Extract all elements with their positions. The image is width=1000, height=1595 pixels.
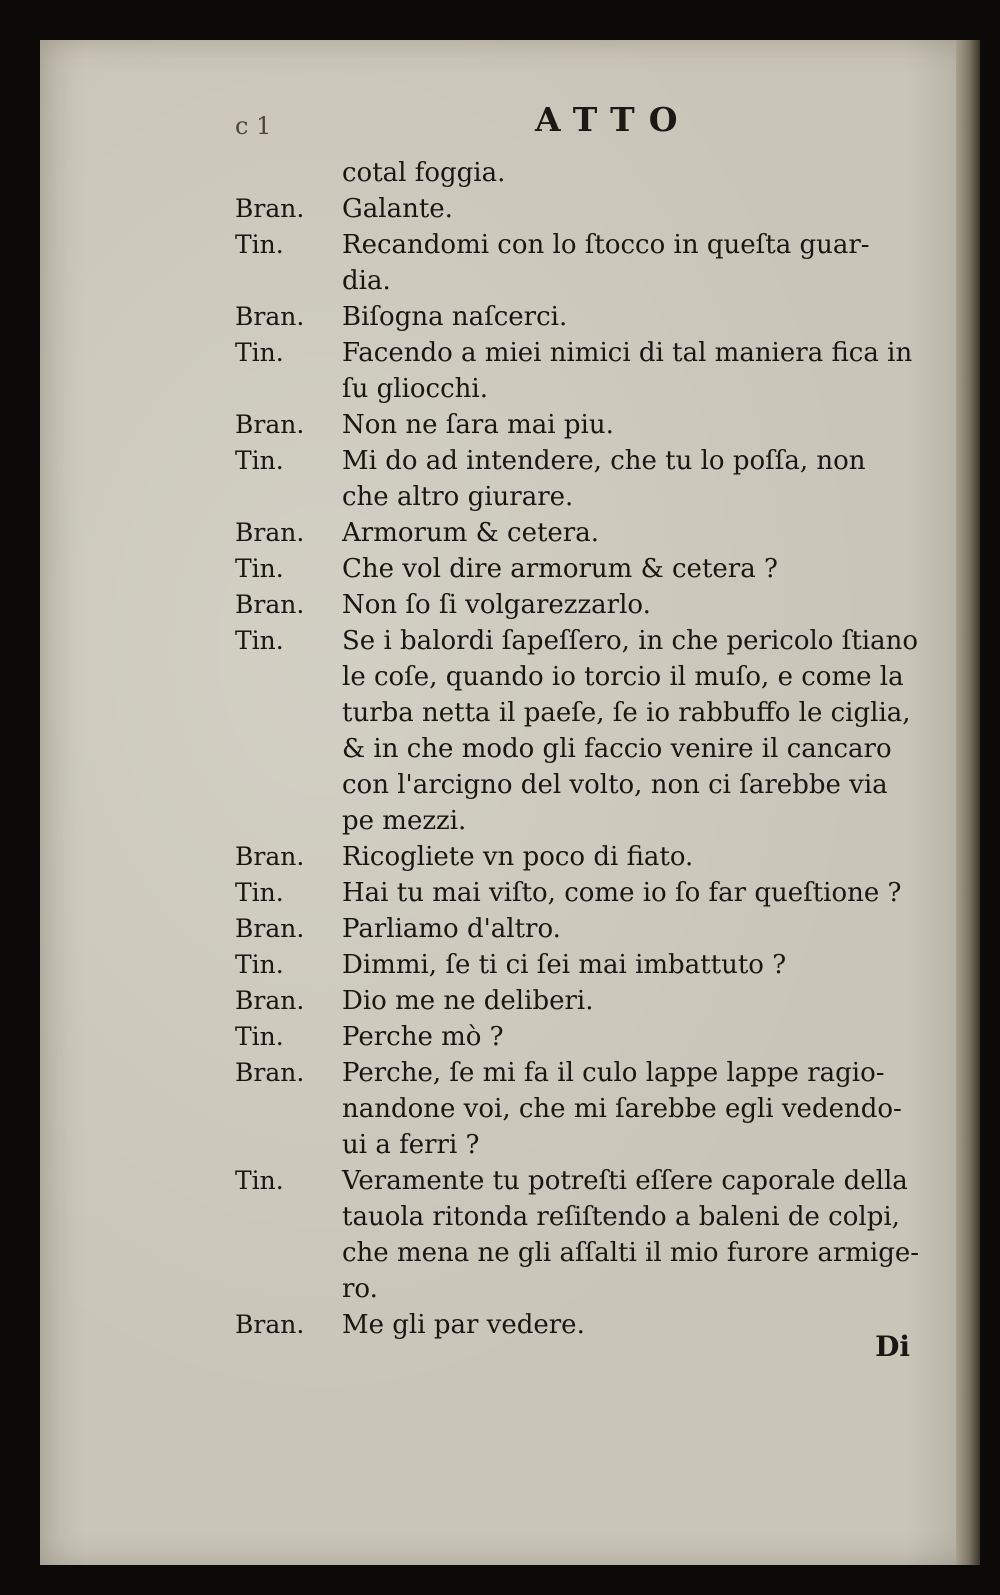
- speech-line: Se i balordi ſapeſſero, in che pericolo ſtiano: [342, 626, 918, 656]
- speaker-label: Tin.: [235, 1166, 284, 1195]
- dialogue-entry: [235, 1055, 955, 1163]
- speaker-label: Bran.: [235, 1058, 305, 1087]
- speech-text: [342, 1055, 955, 1163]
- speech-line: Recandomi con lo ſtocco in queſta guar-: [342, 230, 870, 260]
- speech-text: [342, 911, 955, 947]
- speech-line: Dio me ne deliberi.: [342, 986, 594, 1016]
- speech-text: [342, 191, 955, 227]
- dialogue-entry: [235, 551, 955, 587]
- dialogue-entry: [235, 839, 955, 875]
- speech-text: [342, 335, 955, 407]
- speech-text: [342, 947, 955, 983]
- speech-line: nandone voi, che mi ſarebbe egli vedendo-: [342, 1094, 902, 1124]
- dialogue-entry: [235, 407, 955, 443]
- dialogue-entry: [235, 515, 955, 551]
- speaker-label: Bran.: [235, 590, 305, 619]
- speech-text: [342, 983, 955, 1019]
- speaker-label: Tin.: [235, 1022, 284, 1051]
- speech-line: Mi do ad intendere, che tu lo poſſa, non: [342, 446, 866, 476]
- speech-line: Ricogliete vn poco di fiato.: [342, 842, 694, 872]
- speech-line: Dimmi, ſe ti ci ſei mai imbattuto ?: [342, 950, 787, 980]
- page-edge: [956, 40, 980, 1565]
- dialogue-entry: [235, 947, 955, 983]
- speech-text: [342, 875, 955, 911]
- speech-line: le coſe, quando io torcio il muſo, e come la: [342, 662, 904, 692]
- speech-line: ui a ferri ?: [342, 1130, 480, 1160]
- dialogue-entry: [235, 443, 955, 515]
- speech-line: cotal foggia.: [342, 158, 506, 188]
- speaker-label: Tin.: [235, 950, 284, 979]
- folio-mark: c 1: [235, 112, 272, 140]
- speaker-label: Tin.: [235, 626, 284, 655]
- speech-line: Perche, ſe mi fa il culo lappe lappe ragio-: [342, 1058, 885, 1088]
- speaker-label: Tin.: [235, 230, 284, 259]
- dialogue-entry: [235, 335, 955, 407]
- dialogue-entry: [235, 1019, 955, 1055]
- speech-line: pe mezzi.: [342, 806, 467, 836]
- speaker-label: Bran.: [235, 986, 305, 1015]
- speech-line: Armorum & cetera.: [342, 518, 599, 548]
- speech-text: [342, 515, 955, 551]
- speech-text: [342, 1163, 955, 1307]
- speaker-label: Tin.: [235, 338, 284, 367]
- speech-line: tauola ritonda reſiſtendo a baleni de colpi,: [342, 1202, 900, 1232]
- speech-line: Non ne ſara mai piu.: [342, 410, 614, 440]
- speaker-label: Bran.: [235, 518, 305, 547]
- dialogue-entry: [235, 155, 955, 191]
- catchword: Di: [875, 1330, 910, 1363]
- speech-line: Non ſo ſi volgarezzarlo.: [342, 590, 651, 620]
- speech-line: turba netta il paeſe, ſe io rabbuffo le ciglia,: [342, 698, 911, 728]
- speech-line: Perche mò ?: [342, 1022, 504, 1052]
- speech-text: [342, 1307, 955, 1343]
- dialogue-entry: [235, 1163, 955, 1307]
- speech-text: [342, 407, 955, 443]
- dialogue-entry: [235, 191, 955, 227]
- speaker-label: Tin.: [235, 554, 284, 583]
- speech-line: Me gli par vedere.: [342, 1310, 585, 1340]
- speaker-label: Bran.: [235, 410, 305, 439]
- dialogue-entry: [235, 875, 955, 911]
- speaker-label: Bran.: [235, 842, 305, 871]
- speaker-label: Bran.: [235, 194, 305, 223]
- speech-line: che mena ne gli aſſalti il mio furore armige-: [342, 1238, 920, 1268]
- speech-line: con l'arcigno del volto, non ci ſarebbe via: [342, 770, 888, 800]
- speech-line: dia.: [342, 266, 391, 296]
- speaker-label: Tin.: [235, 446, 284, 475]
- speech-line: ſu gliocchi.: [342, 374, 489, 404]
- speech-line: Parliamo d'altro.: [342, 914, 561, 944]
- speaker-label: Tin.: [235, 878, 284, 907]
- speech-line: Che vol dire armorum & cetera ?: [342, 554, 778, 584]
- speaker-label: Bran.: [235, 302, 305, 331]
- speech-line: & in che modo gli faccio venire il cancaro: [342, 734, 892, 764]
- dialogue-entry: [235, 911, 955, 947]
- dialogue-text: [235, 155, 955, 1343]
- speaker-label: Bran.: [235, 914, 305, 943]
- speech-text: [342, 1019, 955, 1055]
- dialogue-entry: [235, 227, 955, 299]
- speech-line: che altro giurare.: [342, 482, 574, 512]
- speech-text: [342, 587, 955, 623]
- speech-line: Hai tu mai viſto, come io ſo far queſtione ?: [342, 878, 902, 908]
- speech-text: [342, 551, 955, 587]
- speech-text: [342, 155, 955, 191]
- speech-line: Biſogna naſcerci.: [342, 302, 568, 332]
- dialogue-entry: [235, 299, 955, 335]
- speech-line: ro.: [342, 1274, 378, 1304]
- speech-line: Galante.: [342, 194, 453, 224]
- speech-text: [342, 227, 955, 299]
- speech-line: Veramente tu potreſti eſſere caporale della: [342, 1166, 908, 1196]
- dialogue-entry: [235, 1307, 955, 1343]
- speech-text: [342, 299, 955, 335]
- act-heading: ATTO: [535, 100, 692, 139]
- book-page: [40, 40, 980, 1565]
- speaker-label: Bran.: [235, 1310, 305, 1339]
- speech-text: [342, 623, 955, 839]
- dialogue-entry: [235, 983, 955, 1019]
- dialogue-entry: [235, 587, 955, 623]
- speech-text: [342, 839, 955, 875]
- speech-text: [342, 443, 955, 515]
- speech-line: Facendo a miei nimici di tal maniera fica in: [342, 338, 913, 368]
- dialogue-entry: [235, 623, 955, 839]
